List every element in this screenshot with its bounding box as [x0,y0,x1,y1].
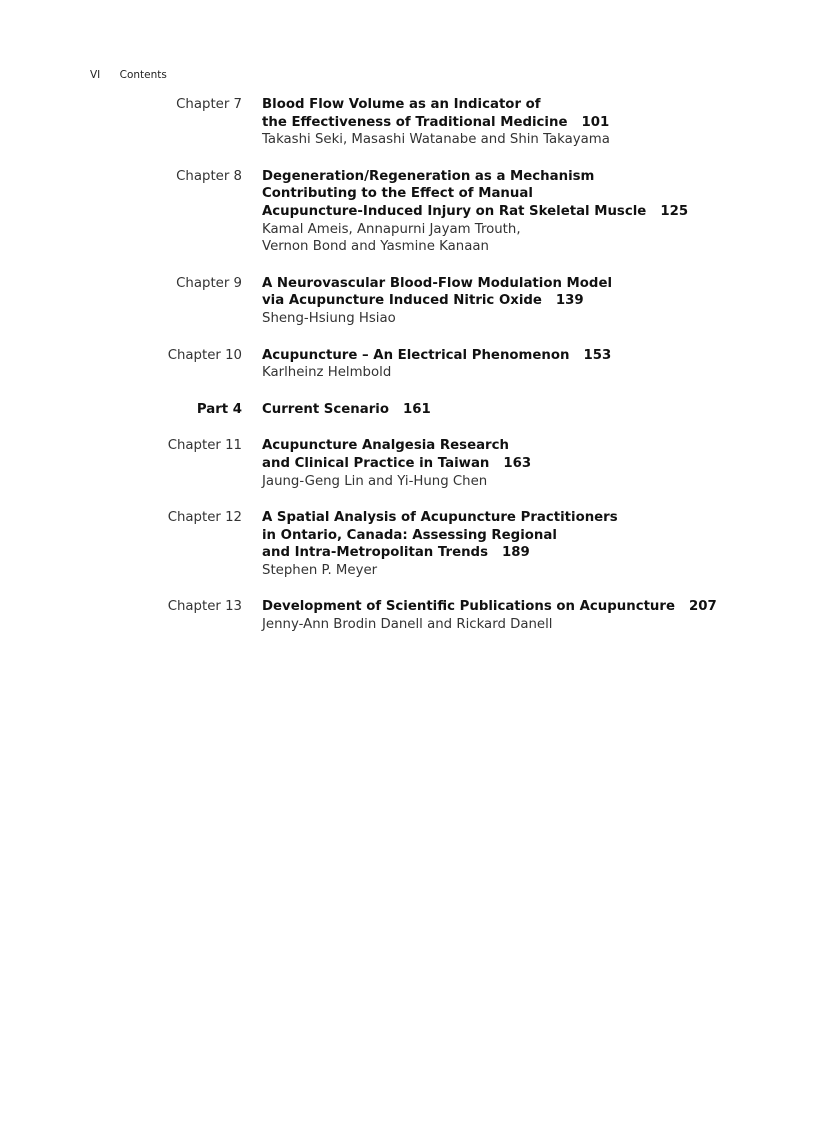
toc-entry-body [262,347,782,382]
toc-entry [0,168,816,256]
toc-entry-title-line [262,168,782,186]
toc-entry-title-text: via Acupuncture Induced Nitric Oxide [262,293,542,309]
toc-entry [0,437,816,490]
toc-entry-title-text: A Spatial Analysis of Acupuncture Practitioners [262,510,618,526]
toc-entry-authors: Jenny-Ann Brodin Danell and Rickard Danell [262,617,553,633]
toc-entry [0,347,816,382]
toc-entry-title-text: Current Scenario [262,401,389,417]
toc-entry-title-line [262,437,782,455]
toc-entry-body [262,509,782,579]
toc-entry-title-text: Degeneration/Regeneration as a Mechanism [262,168,595,184]
toc-entry [0,96,816,149]
toc-entry-page-number: 101 [581,114,610,130]
toc-entry-title-line [262,114,782,132]
toc-entry-title-line [262,509,782,527]
toc-entry-title-text: in Ontario, Canada: Assessing Regional [262,527,557,543]
toc-entry-label: Chapter 12 [167,510,242,526]
page-folio: VI [90,69,101,81]
table-of-contents [0,96,816,653]
toc-entry-page-number: 189 [501,545,530,561]
toc-entry-authors: Kamal Ameis, Annapurni Jayam Trouth, [262,221,521,237]
toc-entry-title-text: Development of Scientific Publications on Acupuncture [262,599,675,615]
toc-entry-label: Part 4 [196,401,242,417]
toc-entry-page-number: 125 [660,203,689,219]
toc-entry-title-text: Contributing to the Effect of Manual [262,186,533,202]
toc-entry-label: Chapter 8 [176,168,242,184]
toc-entry-title-line [262,275,782,293]
toc-entry-title-text: Acupuncture-Induced Injury on Rat Skeletal Muscle [262,203,647,219]
toc-entry-page-number: 161 [402,401,431,417]
toc-entry-title-line [262,455,782,473]
toc-entry-title-line [262,203,782,221]
toc-entry-page-number: 153 [583,347,612,363]
toc-entry-title-line [262,401,782,419]
toc-entry [0,275,816,328]
toc-entry-page-number: 163 [503,455,532,471]
toc-entry-body [262,401,782,419]
toc-entry-title-text: and Clinical Practice in Taiwan [262,455,490,471]
running-head [90,69,167,81]
toc-entry-authors: Vernon Bond and Yasmine Kanaan [262,239,489,255]
toc-entry-title-line [262,544,782,562]
toc-entry-body [262,168,782,256]
toc-entry-title-text: Acupuncture – An Electrical Phenomenon [262,347,570,363]
toc-entry [0,598,816,633]
toc-entry-authors: Sheng-Hsiung Hsiao [262,310,396,326]
toc-entry-label: Chapter 11 [167,438,242,454]
toc-entry-body [262,96,782,149]
toc-entry-title-text: A Neurovascular Blood-Flow Modulation Model [262,275,613,291]
toc-entry [0,401,816,419]
toc-entry-authors: Karlheinz Helmbold [262,365,392,381]
toc-entry-label: Chapter 13 [167,599,242,615]
toc-entry-body [262,598,782,633]
toc-entry-title-text: and Intra-Metropolitan Trends [262,545,488,561]
running-head-section: Contents [119,69,167,81]
toc-entry-body [262,275,782,328]
toc-entry-title-line [262,598,782,616]
toc-entry-authors: Jaung-Geng Lin and Yi-Hung Chen [262,473,488,489]
toc-entry-authors: Stephen P. Meyer [262,562,378,578]
toc-entry-label: Chapter 9 [176,275,242,291]
toc-entry-page-number: 139 [555,293,584,309]
toc-entry-title-text: the Effectiveness of Traditional Medicine [262,114,568,130]
toc-entry-title-line [262,185,782,203]
toc-entry-title-line [262,96,782,114]
toc-entry-title-line [262,292,782,310]
toc-entry-authors: Takashi Seki, Masashi Watanabe and Shin Takayama [262,132,610,148]
toc-entry-label: Chapter 10 [167,347,242,363]
toc-entry-title-line [262,527,782,545]
toc-entry-title-text: Blood Flow Volume as an Indicator of [262,97,541,112]
toc-entry-body [262,437,782,490]
toc-entry-title-line [262,347,782,365]
toc-entry [0,509,816,579]
toc-entry-label: Chapter 7 [176,97,242,112]
toc-entry-page-number: 207 [688,599,717,615]
toc-entry-title-text: Acupuncture Analgesia Research [262,438,509,454]
